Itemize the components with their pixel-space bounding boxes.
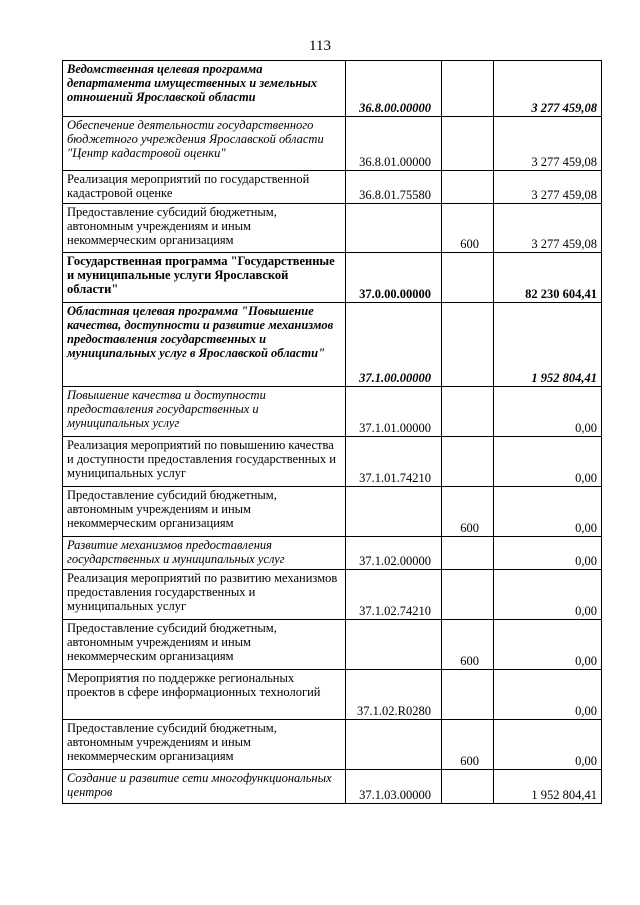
amount-cell: 0,00 (494, 437, 602, 487)
amount-cell: 3 277 459,08 (494, 61, 602, 117)
table-row (63, 570, 602, 620)
program-name-cell: Обеспечение деятельности государственного бюджетного учреждения Ярославской области "Центр кадастровой оценки" (63, 117, 346, 171)
target-code-cell: 36.8.01.75580 (346, 171, 442, 204)
amount-cell: 0,00 (494, 620, 602, 670)
table-row (63, 61, 602, 117)
program-name-cell: Создание и развитие сети многофункциональных центров (63, 770, 346, 804)
program-name-cell: Повышение качества и доступности предоставления государственных и муниципальных услуг (63, 387, 346, 437)
expense-type-cell: 600 (442, 720, 494, 770)
expense-type-cell (442, 437, 494, 487)
page-number: 113 (309, 38, 331, 54)
program-name-cell: Развитие механизмов предоставления государственных и муниципальных услуг (63, 537, 346, 570)
target-code-cell: 37.1.02.R0280 (346, 670, 442, 720)
amount-cell: 0,00 (494, 720, 602, 770)
target-code-cell: 37.0.00.00000 (346, 253, 442, 303)
expense-type-cell (442, 537, 494, 570)
program-name-cell: Предоставление субсидий бюджетным, автономным учреждениям и иным некоммерческим организациям (63, 720, 346, 770)
target-code-cell: 36.8.00.00000 (346, 61, 442, 117)
table-row (63, 387, 602, 437)
program-name-cell: Реализация мероприятий по развитию механизмов предоставления государственных и муниципальных услуг (63, 570, 346, 620)
table-row (63, 253, 602, 303)
table-row (63, 720, 602, 770)
target-code-cell (346, 620, 442, 670)
amount-cell: 0,00 (494, 487, 602, 537)
program-name-cell: Ведомственная целевая программа департамента имущественных и земельных отношений Ярославской области (63, 61, 346, 117)
table-row (63, 204, 602, 253)
budget-table-body (63, 61, 602, 804)
expense-type-cell: 600 (442, 487, 494, 537)
expense-type-cell (442, 303, 494, 387)
table-row (63, 487, 602, 537)
amount-cell: 3 277 459,08 (494, 117, 602, 171)
program-name-cell: Предоставление субсидий бюджетным, автономным учреждениям и иным некоммерческим организациям (63, 204, 346, 253)
expense-type-cell (442, 770, 494, 804)
amount-cell: 1 952 804,41 (494, 303, 602, 387)
table-row (63, 117, 602, 171)
target-code-cell: 37.1.02.00000 (346, 537, 442, 570)
target-code-cell (346, 487, 442, 537)
program-name-cell: Областная целевая программа "Повышение качества, доступности и развитие механизмов предоставления государственных и муниципальных услуг в Ярославской области" (63, 303, 346, 387)
amount-cell: 0,00 (494, 570, 602, 620)
target-code-cell (346, 720, 442, 770)
table-row (63, 670, 602, 720)
target-code-cell: 37.1.01.00000 (346, 387, 442, 437)
amount-cell: 82 230 604,41 (494, 253, 602, 303)
expense-type-cell (442, 670, 494, 720)
amount-cell: 0,00 (494, 537, 602, 570)
target-code-cell (346, 204, 442, 253)
target-code-cell: 37.1.02.74210 (346, 570, 442, 620)
target-code-cell: 37.1.01.74210 (346, 437, 442, 487)
expense-type-cell: 600 (442, 620, 494, 670)
program-name-cell: Предоставление субсидий бюджетным, автономным учреждениям и иным некоммерческим организациям (63, 620, 346, 670)
expense-type-cell (442, 117, 494, 171)
table-row (63, 770, 602, 804)
amount-cell: 0,00 (494, 670, 602, 720)
expense-type-cell (442, 171, 494, 204)
expense-type-cell (442, 387, 494, 437)
table-row (63, 171, 602, 204)
program-name-cell: Предоставление субсидий бюджетным, автономным учреждениям и иным некоммерческим организациям (63, 487, 346, 537)
amount-cell: 3 277 459,08 (494, 204, 602, 253)
target-code-cell: 37.1.03.00000 (346, 770, 442, 804)
expense-type-cell (442, 253, 494, 303)
target-code-cell: 37.1.00.00000 (346, 303, 442, 387)
program-name-cell: Реализация мероприятий по государственной кадастровой оценке (63, 171, 346, 204)
table-row (63, 437, 602, 487)
expense-type-cell: 600 (442, 204, 494, 253)
target-code-cell: 36.8.01.00000 (346, 117, 442, 171)
amount-cell: 3 277 459,08 (494, 171, 602, 204)
amount-cell: 1 952 804,41 (494, 770, 602, 804)
program-name-cell: Мероприятия по поддержке региональных проектов в сфере информационных технологий (63, 670, 346, 720)
expense-type-cell (442, 570, 494, 620)
table-row (63, 537, 602, 570)
amount-cell: 0,00 (494, 387, 602, 437)
program-name-cell: Государственная программа "Государственные и муниципальные услуги Ярославской области" (63, 253, 346, 303)
program-name-cell: Реализация мероприятий по повышению качества и доступности предоставления государственных и муниципальных услуг (63, 437, 346, 487)
expense-type-cell (442, 61, 494, 117)
table-row (63, 620, 602, 670)
table-row (63, 303, 602, 387)
budget-table (62, 60, 602, 804)
